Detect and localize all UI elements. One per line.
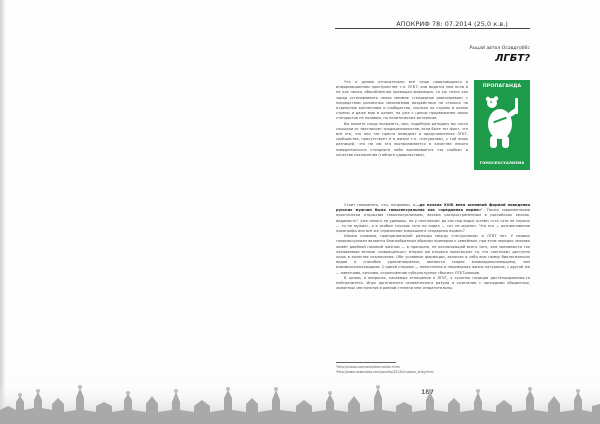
poster-top-text: ПРОПАГАНДА [482, 84, 522, 89]
paragraph: Что я думаю относительно всё чаще появляющихся в информационном пространстве т.н. ЛГБТ: они видятся мне если и не как некая, обособленная правящая формация, то уж точно как заряд устанавливать некое мнимое «гендерное равноправие» с посредством различных механизмов воздействия не столько на отдельные коллективы и сообщества, сколько на страны и целые страны и даже мир в целом, но уже с целью продвижения своих стандартов не половых, но политических интересов. [336, 80, 468, 121]
poster-bottom-text: ГОМОСЕКСУАЛИЗМА [479, 161, 525, 165]
paragraph: В целом, я вопросах, касаемых отношения к ЛГБТ, я склонна позиции дистанцирования-то нейтралитета. Игры органичного человеческого разума в сочетании с причудами обыденных, животных инстинктов в равной степени мне отвратительны. [336, 275, 530, 291]
paragraph [336, 203, 530, 234]
book-gutter-shadow [0, 0, 6, 424]
propaganda-poster [474, 80, 530, 170]
paragraph: Иными словами, принципиальной разницы между «натуралами» и ЛГБТ нет. У первых гомосексуализм является благообразным образом примером к семейным, при этом нередко человек живёт двойной половой жизнью — в принципе, не исключающей всего того, чем занимаются так называемые вечные «извращенцы»; вторые же открыто практикуют то, что «ватники» доступно лишь в качестве исключения. Обе условные формации, включая в себя всю гамму биологических видов и способов удовлетворения, являются скорее взаимодополняющими, чем взаимоисключающими. С одной стороны — монотонная и лицемерная жизнь натуралов, с другой же — навязчиво, кичливо, ограниченное субкультурное «бытие» ЛГБТшников. [336, 234, 530, 275]
footnote-link[interactable]: ¹http://znaxo.com/sexx/zlenruction.html [336, 365, 400, 369]
header-rule [335, 28, 530, 29]
article-author: Рыцай автол Осавдгоббс [469, 46, 530, 51]
article-body-narrow [336, 80, 468, 158]
footnote-rule [336, 362, 396, 363]
footnotes [336, 365, 530, 375]
paragraph: Вы можете сходу возразить, мол, подобную риторику вы часто слышали от «ватников» традиционалистов, если быте тот факт, что всё это, что они так просто немедлят в представителях ЛГБТ-сообщества, присутствует и в жизни т.н. «натуралов», с той лишь разницей, что ни им это воспринимается в качестве некого поведенческого стандарта либо высмеивается «за скобки» в качестве исключения (тайного удовольствия). [336, 121, 468, 157]
city-skyline-illustration [0, 380, 600, 424]
paragraph-text: Стоит напомнить, что, например, «...до начала XVIII века основной формой поведения русских мужчин была гомосексуальная как «преданная норма»¹. Также современными практически открытым гомосексуализмом, весьма распространённым в российских кельях, видимость¹, уже никого не удивишь, но у «ватников» до сих пор видит штамп «что «это не служил — то не мужик», а в особых случаях «кто не сидел — тот не мужик». Что это — возникновение параграфа или всё же «признание вчерашнего гендерная норма»? [336, 203, 530, 234]
article-title: ЛГБТ? [495, 53, 530, 64]
footnote-link[interactable]: ²http://www.newsrubio.com/society/20120/russian_army.html [336, 369, 434, 374]
bear-icon [480, 94, 524, 152]
article-body-full [336, 203, 530, 291]
running-head: АПОКРИФ 78: 07.2014 (25,0 к.в.) [396, 20, 508, 28]
bold-quote: «...до начала XVIII века основной формой поведения русских мужчин была гомосексуальная как «преданная норма» [336, 203, 530, 213]
